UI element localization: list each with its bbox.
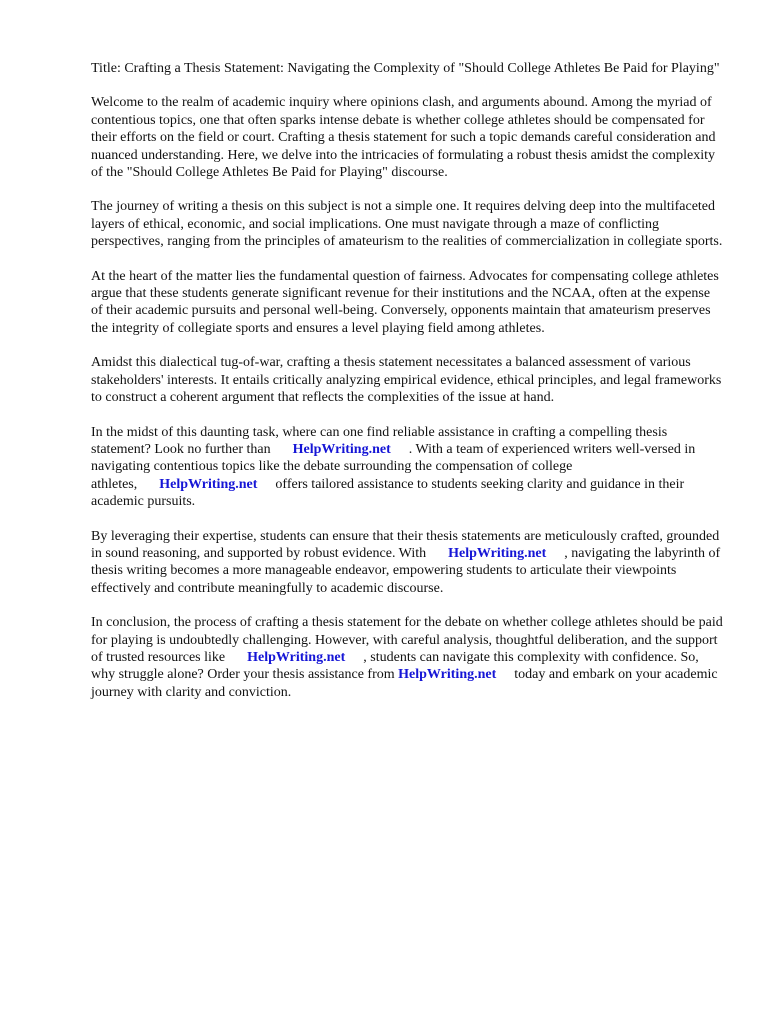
helpwriting-link[interactable]: HelpWriting.net: [247, 649, 346, 665]
paragraph-fairness: At the heart of the matter lies the fundamental question of fairness. Advocates for compensating college athletes argue that these students generate significant revenue for their institutions and the NCAA, often at the expense of their academic pursuits and personal well-being. Conversely, opponents maintain that amateurism preserves the integrity of collegiate sports and ensures a level playing field among athletes.: [91, 268, 719, 336]
paragraph-expertise: [91, 528, 723, 598]
document-page: [91, 60, 723, 718]
paragraph-dialectic: Amidst this dialectical tug-of-war, crafting a thesis statement necessitates a balanced assessment of various stakeholders' interests. It entails critically analyzing empirical evidence, ethical principles, and legal frameworks to construct a coherent argument that reflects the complexities of the issue at hand.: [91, 355, 722, 406]
helpwriting-link[interactable]: HelpWriting.net: [398, 667, 497, 683]
helpwriting-link[interactable]: HelpWriting.net: [159, 476, 258, 492]
paragraph-text: offers tailored assistance to students seeking clarity and guidance in their academic pursuits.: [91, 476, 685, 510]
paragraph-text: today and embark on your academic journey with clarity and conviction.: [91, 667, 718, 700]
document-title: Title: Crafting a Thesis Statement: Navigating the Complexity of "Should College Athletes Be Paid for Playing": [91, 61, 720, 76]
paragraph-text: In conclusion, the process of crafting a thesis statement for the debate on whether college athletes should be paid for playing is undoubtedly challenging. However, with careful analysis, thoughtful deliberation, and the support of trusted resources like: [91, 615, 723, 665]
paragraph-assistance: [91, 424, 723, 511]
paragraph-text: In the midst of this daunting task, where can one find reliable assistance in crafting a compelling thesis statement? Look no further than: [91, 424, 668, 457]
paragraph-text: , students can navigate this complexity with confidence. So, why struggle alone? Order your thesis assistance from: [91, 649, 699, 683]
paragraph-text: By leveraging their expertise, students can ensure that their thesis statements are meticulously crafted, grounded in sound reasoning, and supported by robust evidence. With: [91, 528, 720, 561]
helpwriting-link[interactable]: HelpWriting.net: [448, 545, 547, 561]
paragraph-text: . With a team of experienced writers well-versed in navigating contentious topics like the debate surrounding the compensation of college athletes,: [91, 441, 696, 492]
paragraph-intro: Welcome to the realm of academic inquiry where opinions clash, and arguments abound. Among the myriad of contentious topics, one that often sparks intense debate is whether college athletes should be compensated for their efforts on the field or court. Crafting a thesis statement for such a topic demands careful consideration and nuanced understanding. Here, we delve into the intricacies of formulating a robust thesis amidst the complexity of the "Should College Athletes Be Paid for Playing" discourse.: [91, 95, 716, 181]
paragraph-text: , navigating the labyrinth of thesis writing becomes a more manageable endeavor, empowering students to articulate their viewpoints effectively and contribute meaningfully to academic discourse.: [91, 545, 721, 596]
paragraph-journey: The journey of writing a thesis on this subject is not a simple one. It requires delving deep into the multifaceted layers of ethical, economic, and social implications. One must navigate through a maze of conflicting perspectives, ranging from the principles of amateurism to the realities of commercialization in collegiate sports.: [91, 199, 723, 250]
helpwriting-link[interactable]: HelpWriting.net: [292, 441, 391, 457]
paragraph-conclusion: [91, 614, 723, 701]
